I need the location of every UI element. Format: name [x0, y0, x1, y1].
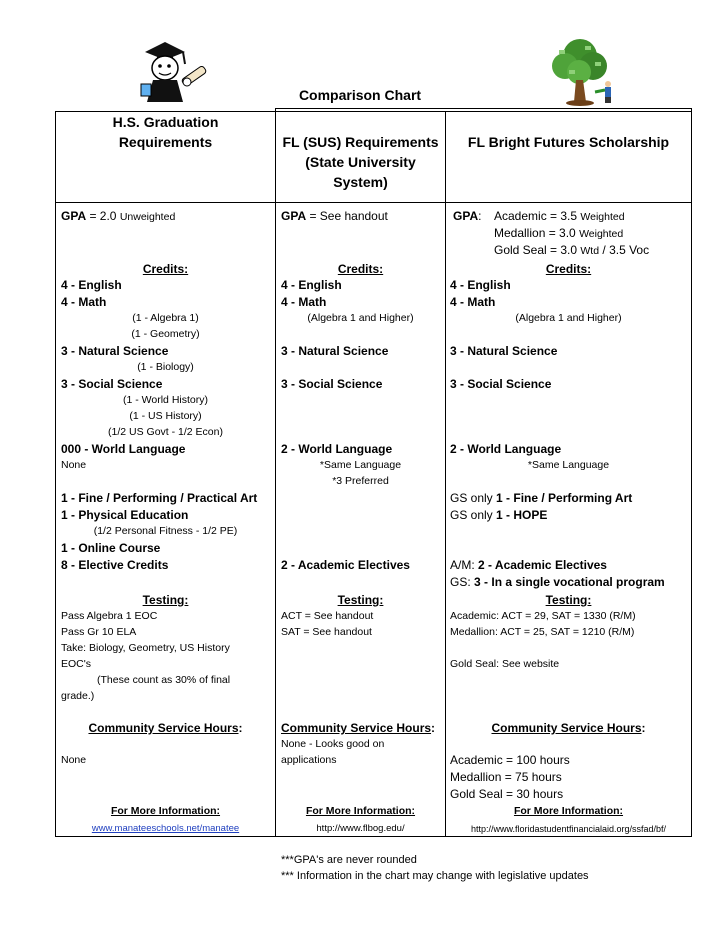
hs-credit-fitness: (1/2 Personal Fitness - 1/2 PE) — [93, 525, 238, 537]
hs-link-cell — [56, 821, 275, 837]
bf-credit-science: 3 - Natural Science — [450, 344, 558, 358]
bf-credits-heading: Credits: — [545, 262, 592, 276]
hs-more-info: For More Information: — [110, 805, 221, 817]
bf-credit-am-electives: A/M: 2 - Academic Electives — [450, 558, 607, 572]
fl-link-cell — [276, 821, 445, 837]
fl-service-line: applications — [281, 754, 337, 766]
fl-credit-electives: 2 - Academic Electives — [281, 558, 410, 572]
bf-service-line: Gold Seal = 30 hours — [450, 787, 564, 801]
bf-service-line: Academic = 100 hours — [450, 753, 570, 767]
hs-credit-world-history: (1 - World History) — [123, 394, 208, 406]
fl-testing-line: ACT = See handout — [281, 610, 374, 622]
bf-gpa-medallion: Medallion = 3.0 Weighted — [494, 226, 624, 240]
hs-testing-line: EOC's — [61, 658, 92, 670]
bf-testing-line: Gold Seal: See website — [450, 658, 560, 670]
fl-credit-social: 3 - Social Science — [281, 377, 383, 391]
bf-credit-gs-hope: GS only 1 - HOPE — [450, 508, 548, 522]
hs-credit-art: 1 - Fine / Performing / Practical Art — [61, 491, 258, 505]
hs-credit-pe: 1 - Physical Education — [61, 508, 189, 522]
bf-link-cell — [446, 821, 691, 837]
hs-testing-line: Pass Algebra 1 EOC — [61, 610, 158, 622]
hs-credit-electives: 8 - Elective Credits — [61, 558, 169, 572]
hs-credit-geometry: (1 - Geometry) — [131, 328, 200, 340]
hs-credit-biology: (1 - Biology) — [137, 361, 194, 373]
bf-gpa-gold: Gold Seal = 3.0 Wtd / 3.5 Voc — [494, 243, 650, 257]
hs-credit-language-none: None — [61, 459, 87, 471]
hs-credit-algebra: (1 - Algebra 1) — [132, 312, 199, 324]
hs-service-value: None — [61, 754, 87, 766]
hs-testing-line: (These count as 30% of final — [97, 674, 231, 686]
bf-credit-english: 4 - English — [450, 278, 511, 292]
bf-more-info: For More Information: — [513, 805, 624, 817]
hs-credit-online: 1 - Online Course — [61, 541, 161, 555]
hs-gpa: GPA = 2.0 Unweighted — [61, 209, 176, 223]
bf-testing-heading: Testing: — [545, 593, 592, 607]
hs-credit-govt: (1/2 US Govt - 1/2 Econ) — [108, 426, 223, 438]
fl-credit-english: 4 - English — [281, 278, 342, 292]
bf-service-heading: Community Service Hours: — [491, 721, 646, 735]
fl-testing-heading: Testing: — [337, 593, 384, 607]
hs-credit-social: 3 - Social Science — [61, 377, 163, 391]
page-title: Comparison Chart — [298, 87, 422, 103]
fl-credit-language: 2 - World Language — [281, 442, 393, 456]
bf-info-link[interactable]: http://www.floridastudentfinancialaid.org/ssfad/bf/ — [470, 824, 667, 834]
hs-credits-heading: Credits: — [142, 262, 189, 276]
fl-gpa: GPA = See handout — [281, 209, 388, 223]
bf-testing-line: Medallion: ACT = 25, SAT = 1210 (R/M) — [450, 626, 635, 638]
fl-column-header: FL (SUS) Requirements (State University System) — [282, 134, 439, 190]
fl-service-line: None - Looks good on — [281, 738, 385, 750]
hs-testing-line: Pass Gr 10 ELA — [61, 626, 137, 638]
bf-testing-line: Academic: ACT = 29, SAT = 1330 (R/M) — [450, 610, 636, 622]
hs-credit-science: 3 - Natural Science — [61, 344, 169, 358]
bf-credit-language: 2 - World Language — [450, 442, 562, 456]
fl-testing-line: SAT = See handout — [281, 626, 372, 638]
bf-credit-algebra: (Algebra 1 and Higher) — [515, 312, 622, 324]
bf-gpa-academic: Academic = 3.5 Weighted — [494, 209, 625, 223]
bf-service-line: Medallion = 75 hours — [450, 770, 562, 784]
bf-column-header: FL Bright Futures Scholarship — [467, 134, 670, 150]
fl-more-info: For More Information: — [305, 805, 416, 817]
hs-testing-line: grade.) — [61, 690, 95, 702]
hs-service-heading: Community Service Hours: — [88, 721, 243, 735]
bf-credit-gs-art: GS only 1 - Fine / Performing Art — [450, 491, 633, 505]
hs-credit-english: 4 - English — [61, 278, 122, 292]
fl-service-heading: Community Service Hours: — [281, 721, 436, 735]
hs-credit-us-history: (1 - US History) — [129, 410, 202, 422]
footnote: ***GPA's are never rounded — [281, 854, 417, 866]
hs-credit-language: 000 - World Language — [61, 442, 186, 456]
bf-gpa-label: GPA: — [453, 209, 482, 223]
hs-info-link[interactable]: www.manateeschools.net/manatee — [91, 823, 240, 834]
fl-credit-preferred: *3 Preferred — [332, 475, 389, 487]
bf-credit-same-language: *Same Language — [527, 459, 610, 471]
bf-credit-gs-vocational: GS: 3 - In a single vocational program — [450, 575, 665, 589]
bf-credit-math: 4 - Math — [450, 295, 496, 309]
hs-testing-heading: Testing: — [142, 593, 189, 607]
fl-info-link[interactable]: http://www.flbog.edu/ — [316, 823, 405, 834]
hs-testing-line: Take: Biology, Geometry, US History — [61, 642, 230, 654]
footnote: *** Information in the chart may change with legislative updates — [281, 870, 589, 882]
fl-credit-science: 3 - Natural Science — [281, 344, 389, 358]
fl-credit-same-language: *Same Language — [319, 459, 402, 471]
fl-credits-heading: Credits: — [337, 262, 384, 276]
bf-credit-social: 3 - Social Science — [450, 377, 552, 391]
fl-credit-math: 4 - Math — [281, 295, 327, 309]
hs-column-header: H.S. Graduation Requirements — [112, 114, 219, 150]
fl-credit-algebra: (Algebra 1 and Higher) — [307, 312, 414, 324]
hs-credit-math: 4 - Math — [61, 295, 107, 309]
